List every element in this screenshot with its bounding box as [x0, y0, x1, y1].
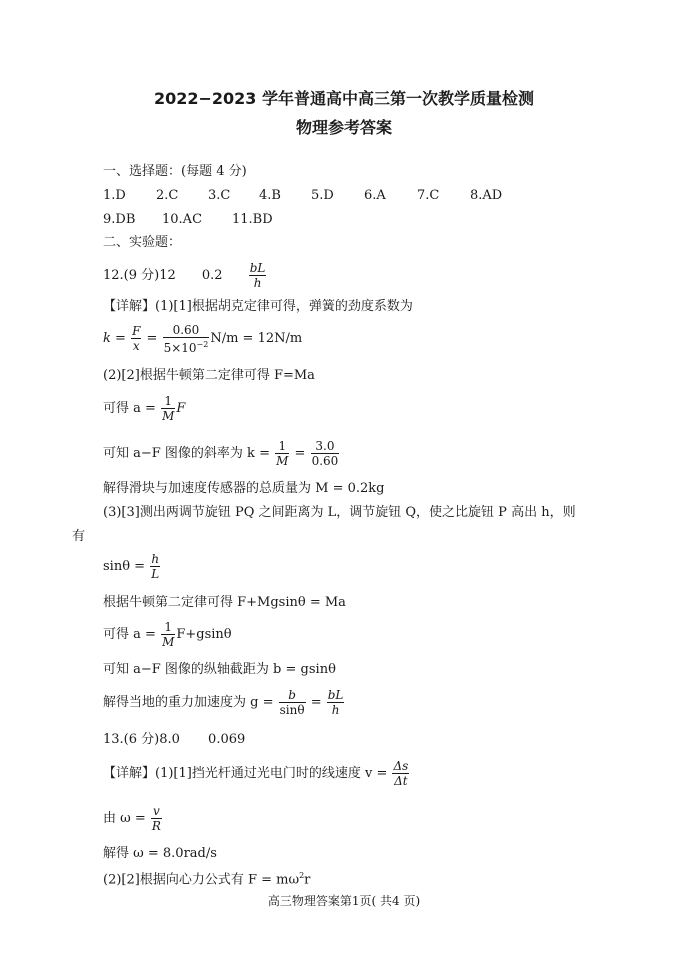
mc-answer: 6.A [364, 188, 386, 203]
mc-answer: 9.DB [103, 212, 136, 227]
q12-a2-equation: 可得 a = $\frac{1}{M}$ F+gsinθ [103, 620, 232, 649]
mc-answer: 2.C [156, 188, 179, 203]
q12-g-equation: 解得当地的重力加速度为 g = $\frac{b}{\sin\theta}$ = $\frac{bL}{h}$ [103, 688, 344, 717]
q12-answer-line [103, 258, 267, 294]
q12-a-equation: 可得 a = $\frac{1}{M}$ F [103, 394, 186, 423]
mc-answer: 7.C [417, 188, 440, 203]
q12-intercept-line: 可知 a−F 图像的纵轴截距为 b = gsinθ [103, 662, 336, 677]
page-footer: 高三物理答案第1页( 共4 页) [267, 894, 421, 908]
mc-answer: 3.C [208, 188, 231, 203]
mc-answer: 1.D [103, 188, 126, 203]
q12-frac-bl-h: $\frac{bL}{h}$ [249, 261, 266, 290]
q12-detail-2: (2)[2]根据牛顿第二定律可得 F=Ma [103, 368, 315, 383]
q12-k-equation: k = $\frac{F}{x}$ = $\frac{0.60}{5\times 10^{-2}}$ N/m = 12N/m [103, 322, 303, 355]
q13-omega-equation: 由 ω = $\frac{v}{R}$ [103, 804, 161, 833]
q12-detail-1: 【详解】(1)[1]根据胡克定律可得，弹簧的劲度系数为 [103, 299, 413, 314]
q12-detail-3-tail: 有 [72, 529, 86, 544]
q13-detail-2: (2)[2]根据向心力公式有 $F = m\omega^2r$ [103, 871, 311, 888]
mc-answer: 11.BD [232, 212, 273, 227]
section1-heading: 一、选择题：(每题 4 分) [103, 164, 247, 179]
title-line-1: 2022−2023 学年普通高中高三第一次教学质量检测 [153, 89, 535, 108]
title-line-2: 物理参考答案 [295, 118, 392, 137]
q12-slope-line: 可知 a−F 图像的斜率为 k = $\frac{1}{M}$ = $\frac{3.0}{0.60}$ [103, 439, 339, 468]
q13-detail-1: 【详解】(1)[1]挡光杆通过光电门时的线速度 v = $\frac{\Delta s}{\Delta t}$ [103, 759, 409, 788]
q12-sin-equation: sinθ = $\frac{h}{L}$ [103, 552, 160, 581]
mc-answer: 10.AC [162, 212, 203, 227]
q13-answer-line: 13.(6 分)8.0 0.069 [103, 732, 246, 747]
mc-answers-row1 [103, 188, 603, 204]
q12-head: 12.(9 分)12 [103, 268, 176, 283]
q12-mass-line: 解得滑块与加速度传感器的总质量为 M = 0.2kg [103, 481, 385, 496]
mc-answers-row2 [103, 212, 403, 228]
mc-answer: 8.AD [470, 188, 503, 203]
q13-omega-result: 解得 ω = 8.0rad/s [103, 846, 217, 861]
mc-answer: 4.B [259, 188, 281, 203]
q12-ans2: 0.2 [201, 268, 223, 283]
q12-detail-3: (3)[3]测出两调节旋钮 PQ 之间距离为 L，调节旋钮 Q，使之比旋钮 P 高出 h，则 [103, 505, 576, 520]
section2-heading: 二、实验题： [103, 235, 182, 250]
mc-answer: 5.D [311, 188, 334, 203]
q12-newton2-line: 根据牛顿第二定律可得 F+Mgsinθ = Ma [103, 595, 346, 610]
